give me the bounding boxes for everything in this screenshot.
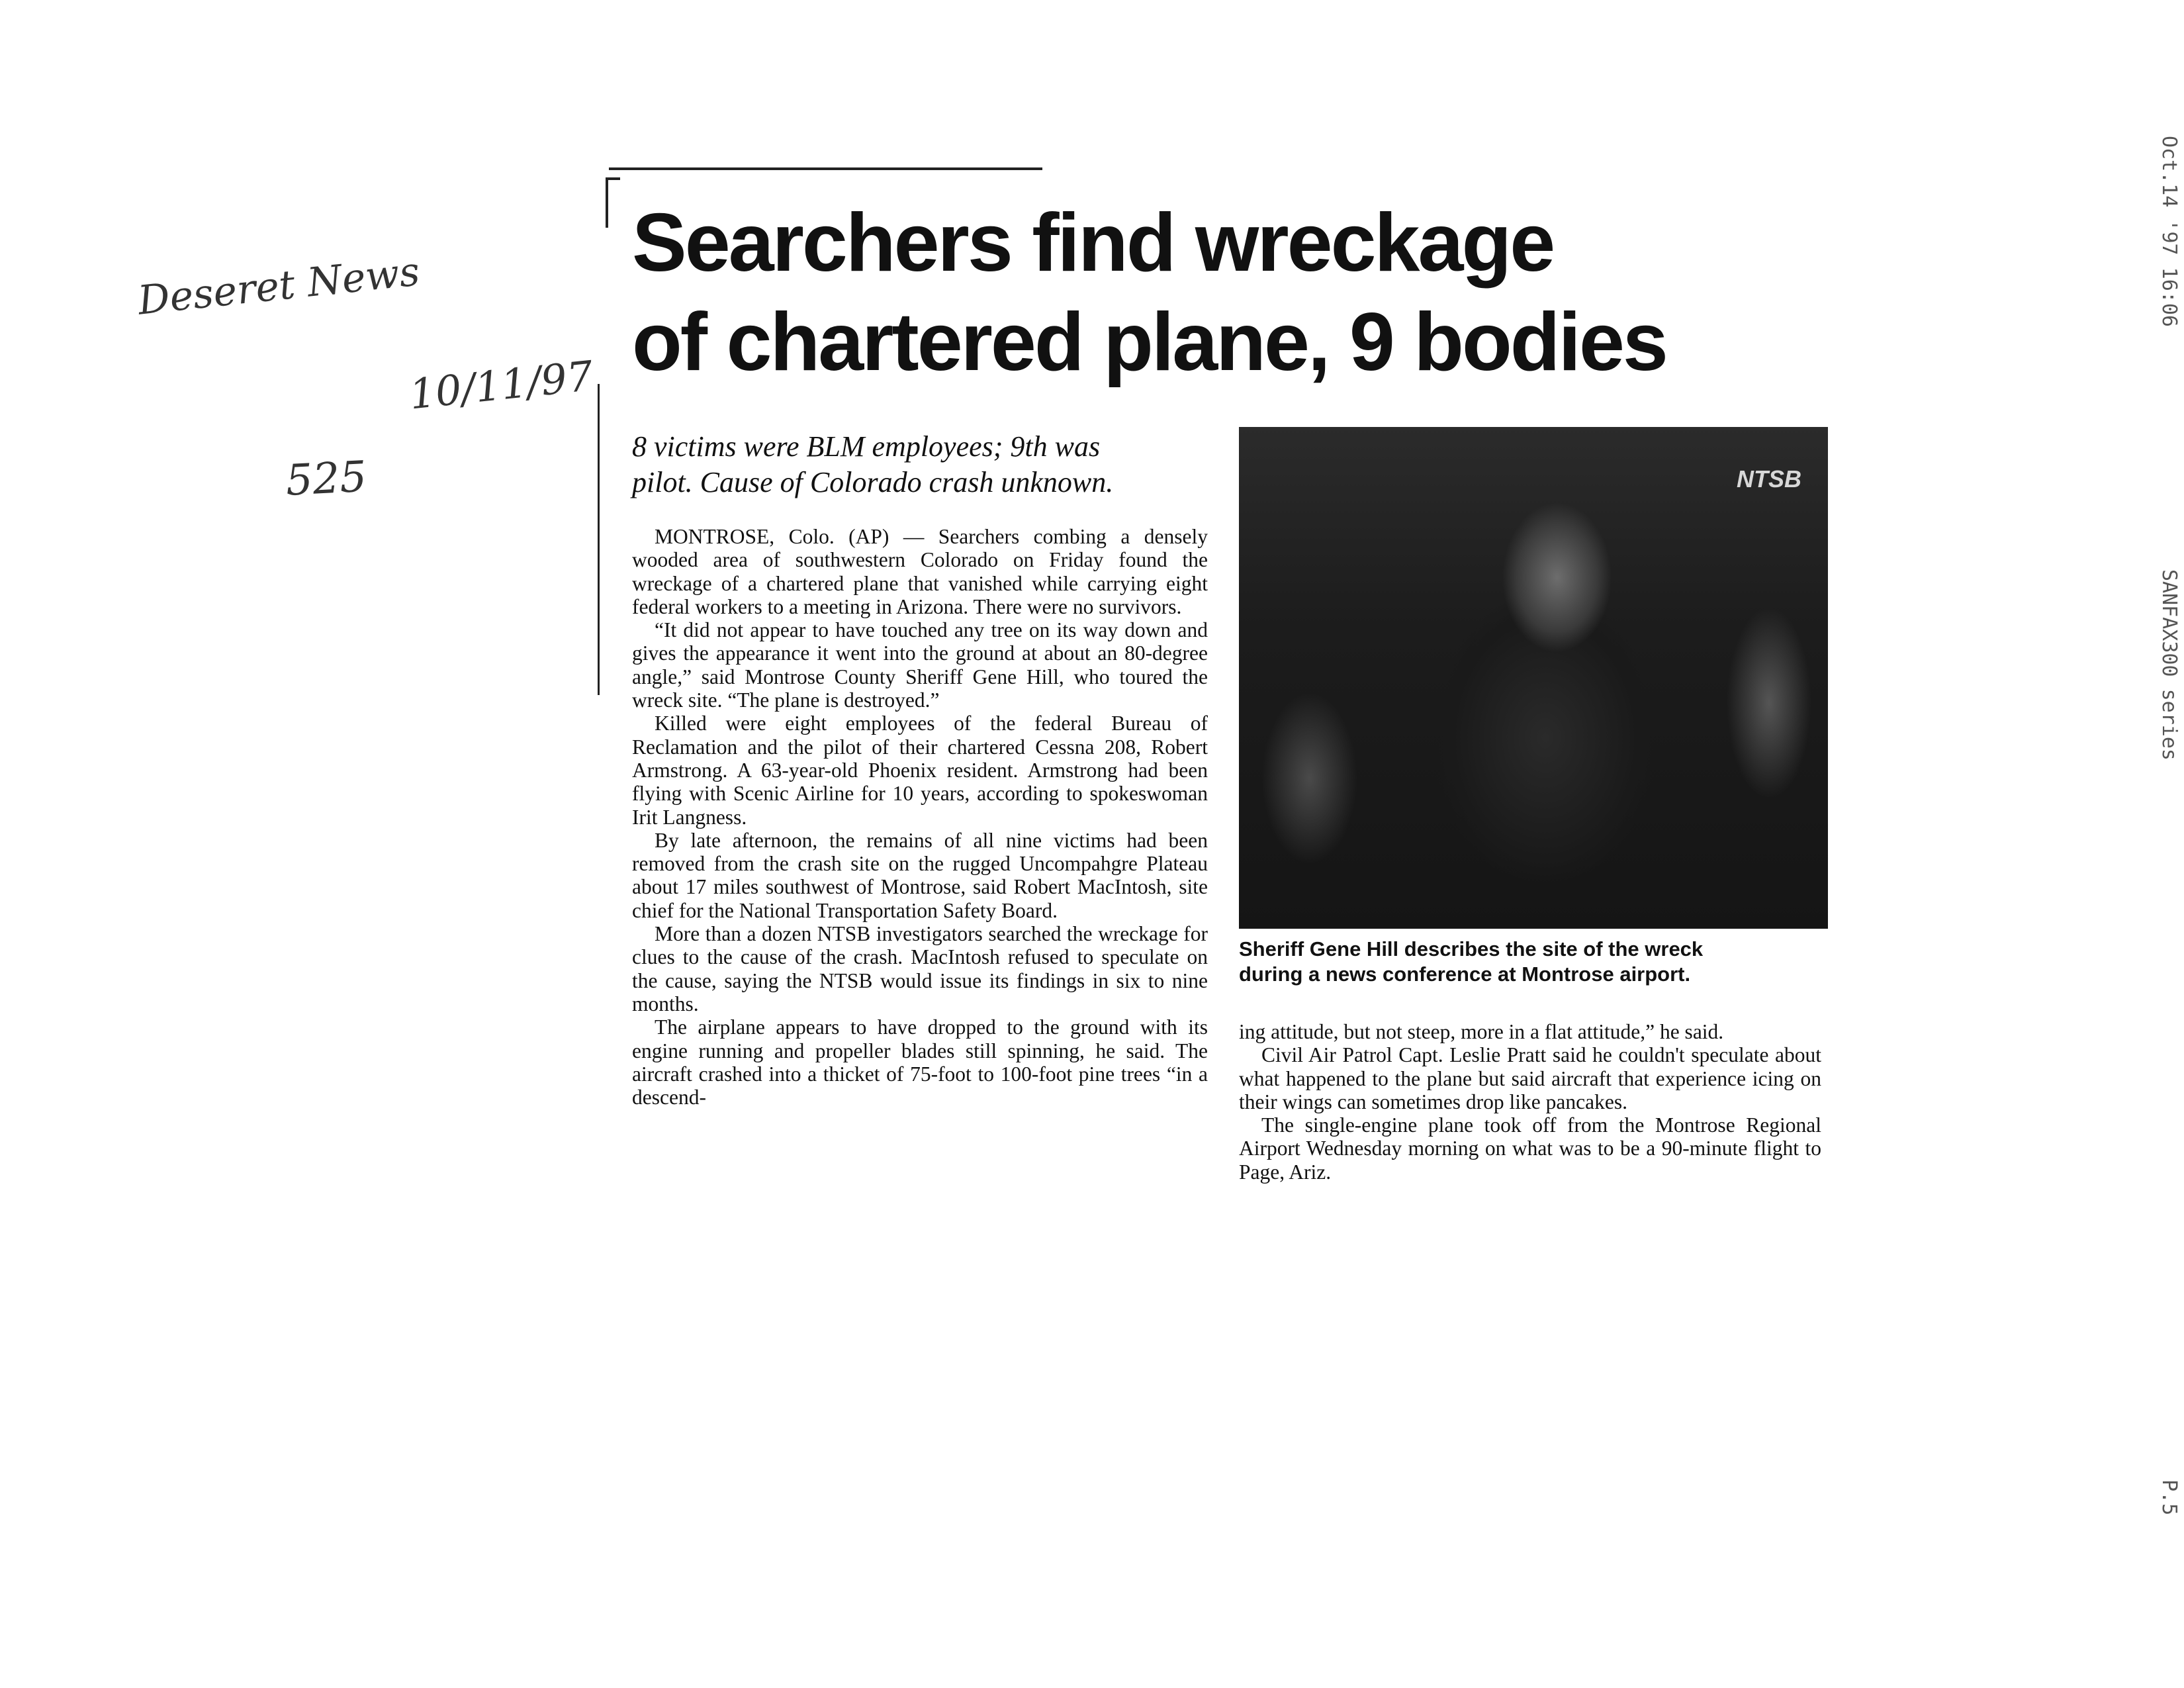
top-rule bbox=[609, 167, 1042, 170]
paragraph: Killed were eight employees of the federal Bureau of Reclamation and the pilot of their chartered Cessna 208, Robert Armstrong. A 63-year-old Phoenix resident. Armstrong had been flying with Scenic Airline for 10 years, according to spokeswoman Irit Langness. bbox=[632, 712, 1208, 829]
article-column-1 bbox=[632, 525, 1208, 1109]
fax-timestamp: Oct.14 '97 16:06 bbox=[2158, 136, 2181, 327]
paragraph: More than a dozen NTSB investigators searched the wreckage for clues to the cause of the crash. MacIntosh refused to speculate on the cause, saying the NTSB would issue its findings in six to nine months. bbox=[632, 922, 1208, 1015]
paragraph: Civil Air Patrol Capt. Leslie Pratt said he couldn't speculate about what happened to the plane but said aircraft that experience icing on their wings can sometimes drop like pancakes. bbox=[1239, 1043, 1821, 1113]
article-column-2 bbox=[1239, 1020, 1821, 1184]
fax-series: SANFAX300 series bbox=[2158, 569, 2181, 761]
paragraph: MONTROSE, Colo. (AP) — Searchers combing a densely wooded area of southwestern Colorado on Friday found the wreckage of a chartered plane that vanished while carrying eight federal workers to a meeting in Arizona. There were no survivors. bbox=[632, 525, 1208, 618]
deck-line-2: pilot. Cause of Colorado crash unknown. bbox=[632, 466, 1114, 498]
deck-line-1: 8 victims were BLM employees; 9th was bbox=[632, 430, 1101, 463]
handwritten-date: 10/11/97 bbox=[407, 351, 596, 419]
paragraph: The airplane appears to have dropped to the ground with its engine running and propeller blades still spinning, he said. The aircraft crashed into a thicket of 75-foot to 100-foot pine trees “in a descend- bbox=[632, 1015, 1208, 1109]
column-rule bbox=[598, 384, 600, 695]
photo-caption bbox=[1239, 937, 1835, 987]
deck bbox=[632, 429, 1214, 500]
headline bbox=[632, 193, 1837, 392]
paragraph: By late afternoon, the remains of all nine victims had been removed from the crash site on the rugged Uncompahgre Plateau about 17 miles southwest of Montrose, said Robert MacIntosh, site chief for the National Transportation Safety Board. bbox=[632, 828, 1208, 922]
paragraph: The single-engine plane took off from the Montrose Regional Airport Wednesday morning on what was to be a 90-minute flight to Page, Ariz. bbox=[1239, 1113, 1821, 1184]
handwritten-newspaper-name: Deseret News bbox=[136, 248, 422, 324]
caption-line-2: during a news conference at Montrose airport. bbox=[1239, 962, 1691, 986]
photo-ntsb-text: NTSB bbox=[1737, 465, 1801, 492]
paragraph: ing attitude, but not steep, more in a flat attitude,” he said. bbox=[1239, 1020, 1724, 1043]
clip-bracket bbox=[606, 177, 620, 228]
handwritten-number: 525 bbox=[285, 452, 368, 506]
caption-line-1: Sheriff Gene Hill describes the site of the wreck bbox=[1239, 937, 1704, 961]
headline-line-2: of chartered plane, 9 bodies bbox=[632, 297, 1666, 388]
paragraph: “It did not appear to have touched any tree on its way down and gives the appearance it went into the ground at about an 80-degree angle,” said Montrose County Sheriff Gene Hill, who toured the wreck site. “The plane is destroyed.” bbox=[632, 618, 1208, 712]
headline-line-1: Searchers find wreckage bbox=[632, 197, 1554, 289]
news-photo bbox=[1239, 427, 1828, 929]
fax-page-number: P.5 bbox=[2158, 1479, 2181, 1516]
